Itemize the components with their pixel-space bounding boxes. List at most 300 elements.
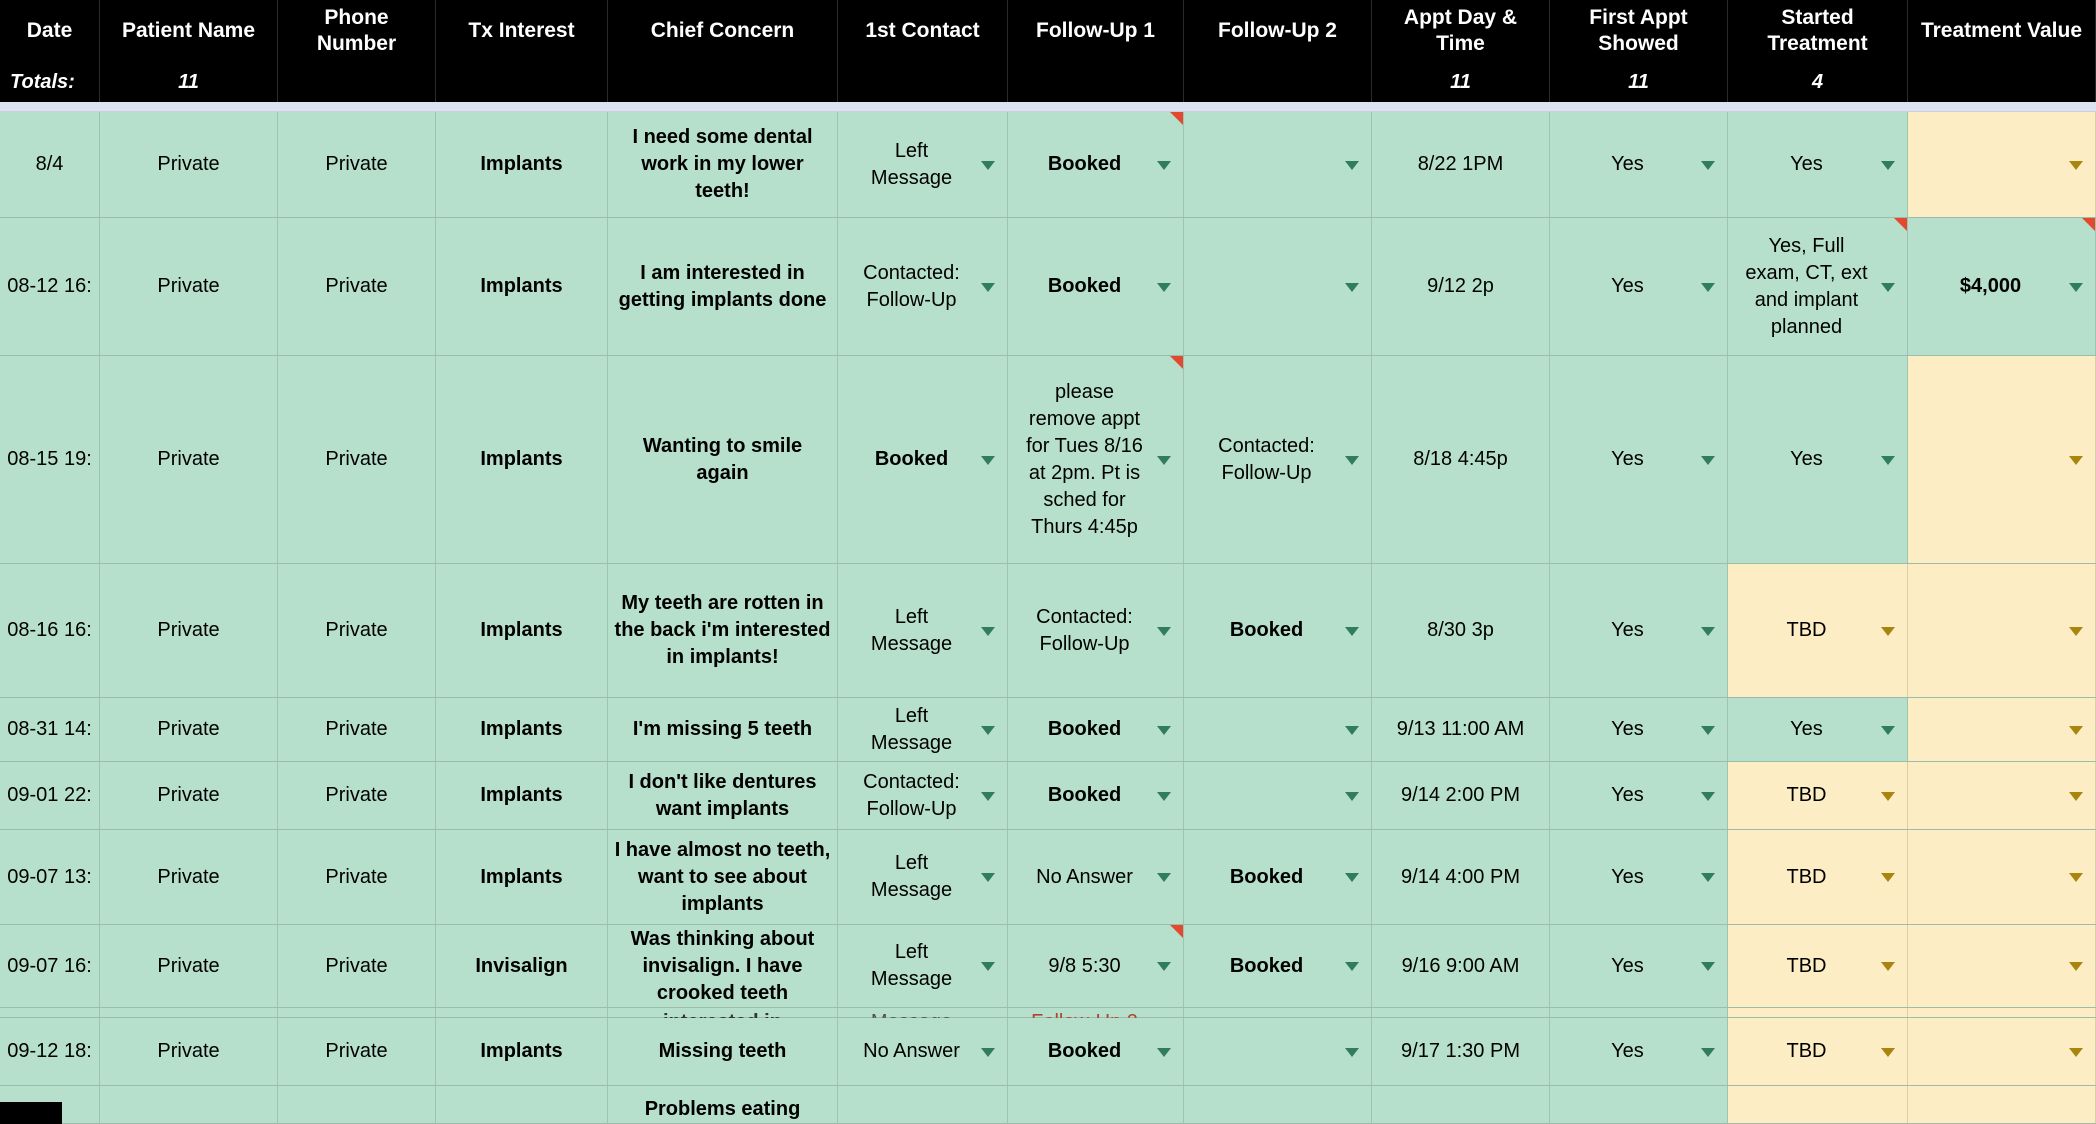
column-header-label: Treatment Value <box>1920 19 2083 42</box>
dropdown-arrow-icon[interactable] <box>2069 1048 2083 1057</box>
cell-first-appt-showed[interactable] <box>1550 925 1728 1007</box>
cell-treatment-value[interactable] <box>1908 1086 2096 1123</box>
cell-text: Private <box>325 448 388 470</box>
cell-chief-concern[interactable] <box>608 762 838 829</box>
cell-appt-day-time[interactable] <box>1372 564 1550 697</box>
cell-first-appt-showed[interactable] <box>1550 698 1728 761</box>
cell-text: Left Message <box>870 852 953 901</box>
cell-tx-interest[interactable] <box>436 925 608 1007</box>
column-header-phone-number[interactable] <box>278 0 436 62</box>
cell-chief-concern[interactable] <box>608 698 838 761</box>
cell-text: Yes <box>1611 784 1644 806</box>
cell-text: 8/30 3p <box>1427 619 1494 641</box>
cell-chief-concern[interactable] <box>608 218 838 355</box>
totals-started-count[interactable] <box>1728 62 1908 102</box>
totals-value: 11 <box>178 70 199 93</box>
dropdown-arrow-icon[interactable] <box>981 792 995 801</box>
totals-showed-count[interactable] <box>1550 62 1728 102</box>
cell-follow-up-1[interactable] <box>1008 925 1184 1007</box>
cell-treatment-value[interactable] <box>1908 1018 2096 1085</box>
cell-tx-interest[interactable] <box>436 112 608 217</box>
cell-text: Yes <box>1790 153 1823 175</box>
cell-tx-interest[interactable] <box>436 1008 608 1017</box>
column-header-label: First Appt Showed <box>1589 6 1688 55</box>
dropdown-arrow-icon[interactable] <box>1881 1048 1895 1057</box>
totals-empty-cell[interactable] <box>838 62 1008 102</box>
cell-1st-contact[interactable] <box>838 1086 1008 1123</box>
cell-tx-interest[interactable] <box>436 762 608 829</box>
dropdown-arrow-icon[interactable] <box>1157 456 1171 465</box>
cell-text: 9/14 2:00 PM <box>1401 784 1520 806</box>
totals-label-cell[interactable] <box>0 62 100 102</box>
cell-date[interactable] <box>0 218 100 355</box>
column-header-label: Tx Interest <box>468 19 575 42</box>
column-header-first-appt-showed[interactable] <box>1550 0 1728 62</box>
cell-patient-name[interactable] <box>100 564 278 697</box>
column-header-label: Chief Concern <box>650 19 795 42</box>
table-row <box>0 698 2096 762</box>
cell-date[interactable] <box>0 762 100 829</box>
cell-text: 8/18 4:45p <box>1413 448 1508 470</box>
cell-appt-day-time[interactable] <box>1372 925 1550 1007</box>
cell-text: Yes <box>1611 954 1644 977</box>
dropdown-arrow-icon[interactable] <box>981 726 995 735</box>
cell-follow-up-2[interactable] <box>1184 1018 1372 1085</box>
cell-text: 8/22 1PM <box>1417 153 1504 175</box>
cell-phone-number[interactable] <box>278 830 436 924</box>
dropdown-arrow-icon[interactable] <box>1345 792 1359 801</box>
cell-phone-number[interactable] <box>278 698 436 761</box>
cell-patient-name[interactable] <box>100 830 278 924</box>
cell-phone-number[interactable] <box>278 1018 436 1085</box>
cell-first-appt-showed[interactable] <box>1550 356 1728 563</box>
cell-phone-number[interactable] <box>278 112 436 217</box>
cell-patient-name[interactable] <box>100 1086 278 1123</box>
dropdown-arrow-icon[interactable] <box>1345 161 1359 170</box>
dropdown-arrow-icon[interactable] <box>1701 161 1715 170</box>
cell-follow-up-2[interactable] <box>1184 830 1372 924</box>
dropdown-arrow-icon[interactable] <box>2069 161 2083 170</box>
cell-text: 09-12 18: <box>7 1040 92 1062</box>
cell-text: I am interested in getting implants done <box>618 261 827 311</box>
dropdown-arrow-icon[interactable] <box>1157 726 1171 735</box>
cell-follow-up-2[interactable] <box>1184 762 1372 829</box>
cell-started-treatment[interactable] <box>1728 1018 1908 1085</box>
dropdown-arrow-icon[interactable] <box>1345 1048 1359 1057</box>
cell-text: TBD <box>1786 954 1827 977</box>
cell-started-treatment[interactable] <box>1728 112 1908 217</box>
column-header-follow-up-2[interactable] <box>1184 0 1372 62</box>
cell-text: Contacted: Follow-Up <box>1218 434 1315 484</box>
column-header-tx-interest[interactable] <box>436 0 608 62</box>
cell-text: TBD <box>1786 784 1827 806</box>
cell-started-treatment[interactable] <box>1728 762 1908 829</box>
dropdown-arrow-icon[interactable] <box>2069 792 2083 801</box>
dropdown-arrow-icon[interactable] <box>981 161 995 170</box>
cell-text: 08-16 16: <box>7 619 92 641</box>
totals-appt-count[interactable] <box>1372 62 1550 102</box>
dropdown-arrow-icon[interactable] <box>2069 726 2083 735</box>
totals-value: 11 <box>1450 70 1471 93</box>
cell-text: Booked <box>1047 153 1122 175</box>
cell-1st-contact[interactable] <box>838 762 1008 829</box>
cell-started-treatment[interactable] <box>1728 1008 1908 1017</box>
cell-appt-day-time[interactable] <box>1372 698 1550 761</box>
cell-text: 9/13 11:00 AM <box>1396 718 1525 740</box>
table-row <box>0 564 2096 698</box>
cell-follow-up-2[interactable] <box>1184 925 1372 1007</box>
cell-text: TBD <box>1786 865 1827 888</box>
totals-empty-cell[interactable] <box>1908 62 2096 102</box>
cell-text: Yes <box>1790 448 1823 470</box>
dropdown-arrow-icon[interactable] <box>1881 792 1895 801</box>
cell-text: Private <box>157 954 220 977</box>
cell-treatment-value[interactable] <box>1908 698 2096 761</box>
note-marker <box>1170 112 1183 125</box>
cell-chief-concern[interactable] <box>608 1086 838 1123</box>
cell-1st-contact[interactable] <box>838 564 1008 697</box>
column-header-label: 1st Contact <box>865 19 980 42</box>
cell-follow-up-1[interactable] <box>1008 1008 1184 1017</box>
cell-text: Problems eating <box>644 1098 801 1120</box>
cell-1st-contact[interactable] <box>838 356 1008 563</box>
cell-chief-concern[interactable] <box>608 1018 838 1085</box>
cell-started-treatment[interactable] <box>1728 1086 1908 1123</box>
dropdown-arrow-icon[interactable] <box>1701 456 1715 465</box>
cell-date[interactable] <box>0 1018 100 1085</box>
cell-first-appt-showed[interactable] <box>1550 1018 1728 1085</box>
cell-treatment-value[interactable] <box>1908 830 2096 924</box>
dropdown-arrow-icon[interactable] <box>981 283 995 292</box>
cell-text: 8/4 <box>35 153 64 175</box>
frozen-row-separator <box>0 102 2096 112</box>
cell-text: TBD <box>1786 619 1827 641</box>
note-marker <box>1170 356 1183 369</box>
dropdown-arrow-icon[interactable] <box>981 873 995 882</box>
cell-text: Yes <box>1611 619 1644 641</box>
dropdown-arrow-icon[interactable] <box>1157 962 1171 971</box>
dropdown-arrow-icon[interactable] <box>1881 456 1895 465</box>
dropdown-arrow-icon[interactable] <box>1345 283 1359 292</box>
totals-empty-cell[interactable] <box>608 62 838 102</box>
column-header-1st-contact[interactable] <box>838 0 1008 62</box>
dropdown-arrow-icon[interactable] <box>1881 283 1895 292</box>
column-header-started-treatment[interactable] <box>1728 0 1908 62</box>
cell-follow-up-1[interactable] <box>1008 1086 1184 1123</box>
totals-empty-cell[interactable] <box>1008 62 1184 102</box>
cell-1st-contact[interactable] <box>838 218 1008 355</box>
table-row <box>0 356 2096 564</box>
cell-text: $4,000 <box>1959 275 2022 297</box>
table-row <box>0 1086 2096 1124</box>
column-header-patient-name[interactable] <box>100 0 278 62</box>
note-marker <box>1170 925 1183 938</box>
cell-follow-up-1[interactable] <box>1008 218 1184 355</box>
cell-treatment-value[interactable] <box>1908 925 2096 1007</box>
cell-follow-up-1[interactable] <box>1008 356 1184 563</box>
column-header-label: Date <box>26 19 73 42</box>
dropdown-arrow-icon[interactable] <box>2069 456 2083 465</box>
cell-tx-interest[interactable] <box>436 1086 608 1123</box>
cell-phone-number[interactable] <box>278 1086 436 1123</box>
cell-1st-contact[interactable] <box>838 1018 1008 1085</box>
dropdown-arrow-icon[interactable] <box>1345 627 1359 636</box>
cell-started-treatment[interactable] <box>1728 356 1908 563</box>
dropdown-arrow-icon[interactable] <box>1157 627 1171 636</box>
cell-text: Private <box>325 718 388 740</box>
cell-phone-number[interactable] <box>278 564 436 697</box>
cell-date[interactable] <box>0 698 100 761</box>
cell-text: 09-01 22: <box>7 784 92 806</box>
cell-tx-interest[interactable] <box>436 564 608 697</box>
totals-value: 11 <box>1628 70 1649 93</box>
column-header-label: Started Treatment <box>1767 6 1868 55</box>
cell-tx-interest[interactable] <box>436 698 608 761</box>
cell-follow-up-2[interactable] <box>1184 356 1372 563</box>
cell-text: Private <box>157 619 220 641</box>
cell-text: I have almost no teeth, want to see about implants <box>614 838 831 915</box>
cell-patient-name[interactable] <box>100 356 278 563</box>
cell-patient-name[interactable] <box>100 762 278 829</box>
cell-phone-number[interactable] <box>278 218 436 355</box>
dropdown-arrow-icon[interactable] <box>981 627 995 636</box>
dropdown-arrow-icon[interactable] <box>1345 726 1359 735</box>
cell-follow-up-2[interactable] <box>1184 1086 1372 1123</box>
cell-started-treatment[interactable] <box>1728 925 1908 1007</box>
dropdown-arrow-icon[interactable] <box>1345 456 1359 465</box>
dropdown-arrow-icon[interactable] <box>1157 873 1171 882</box>
cell-date[interactable] <box>0 112 100 217</box>
totals-empty-cell[interactable] <box>436 62 608 102</box>
dropdown-arrow-icon[interactable] <box>1701 1048 1715 1057</box>
cell-started-treatment[interactable] <box>1728 218 1908 355</box>
dropdown-arrow-icon[interactable] <box>981 456 995 465</box>
table-row <box>0 112 2096 218</box>
cell-chief-concern[interactable] <box>608 1008 838 1017</box>
cell-text: 08-12 16: <box>7 275 92 297</box>
cell-treatment-value[interactable] <box>1908 564 2096 697</box>
cell-text: Private <box>157 784 220 806</box>
dropdown-arrow-icon[interactable] <box>2069 283 2083 292</box>
cell-date[interactable] <box>0 564 100 697</box>
cell-1st-contact[interactable] <box>838 925 1008 1007</box>
cell-text: TBD <box>1786 1040 1827 1062</box>
cell-appt-day-time[interactable] <box>1372 1008 1550 1017</box>
cell-text: Contacted: Follow-Up <box>1036 605 1133 655</box>
cell-text: Private <box>157 865 220 888</box>
cell-chief-concern[interactable] <box>608 830 838 924</box>
cell-started-treatment[interactable] <box>1728 698 1908 761</box>
cell-first-appt-showed[interactable] <box>1550 564 1728 697</box>
cell-text: 9/17 1:30 PM <box>1401 1040 1520 1062</box>
dropdown-arrow-icon[interactable] <box>981 962 995 971</box>
cell-text: Private <box>325 275 388 297</box>
cell-started-treatment[interactable] <box>1728 564 1908 697</box>
cell-tx-interest[interactable] <box>436 356 608 563</box>
cell-text: Implants <box>480 865 563 888</box>
cell-phone-number[interactable] <box>278 762 436 829</box>
cell-text: Left Message <box>870 139 953 189</box>
dropdown-arrow-icon[interactable] <box>1881 726 1895 735</box>
cell-text: Wanting to smile again <box>642 434 803 484</box>
cell-phone-number[interactable] <box>278 1008 436 1017</box>
cell-follow-up-1[interactable] <box>1008 762 1184 829</box>
totals-empty-cell[interactable] <box>278 62 436 102</box>
dropdown-arrow-icon[interactable] <box>1881 873 1895 882</box>
cell-phone-number[interactable] <box>278 925 436 1007</box>
cell-treatment-value[interactable] <box>1908 112 2096 217</box>
cell-appt-day-time[interactable] <box>1372 830 1550 924</box>
cell-first-appt-showed[interactable] <box>1550 1008 1728 1017</box>
column-header-label: Phone Number <box>316 6 397 55</box>
cell-date[interactable] <box>0 925 100 1007</box>
dropdown-arrow-icon[interactable] <box>1157 792 1171 801</box>
cell-treatment-value[interactable] <box>1908 1008 2096 1017</box>
cell-follow-up-2[interactable] <box>1184 218 1372 355</box>
cell-text: Left Message <box>870 704 953 754</box>
cell-first-appt-showed[interactable] <box>1550 218 1728 355</box>
cell-follow-up-2[interactable] <box>1184 698 1372 761</box>
next-section-header-fragment <box>0 1102 62 1124</box>
dropdown-arrow-icon[interactable] <box>1881 962 1895 971</box>
cell-appt-day-time[interactable] <box>1372 218 1550 355</box>
column-header-chief-concern[interactable] <box>608 0 838 62</box>
cell-date[interactable] <box>0 1008 100 1017</box>
cell-first-appt-showed[interactable] <box>1550 112 1728 217</box>
cell-1st-contact[interactable] <box>838 830 1008 924</box>
dropdown-arrow-icon[interactable] <box>1881 627 1895 636</box>
cell-follow-up-2[interactable] <box>1184 112 1372 217</box>
cell-tx-interest[interactable] <box>436 218 608 355</box>
cell-text: Private <box>157 153 220 175</box>
table-row <box>0 925 2096 1008</box>
cell-treatment-value[interactable] <box>1908 356 2096 563</box>
cell-text: Booked <box>1229 619 1304 641</box>
dropdown-arrow-icon[interactable] <box>1345 873 1359 882</box>
cell-text: Booked <box>1229 954 1304 977</box>
cell-first-appt-showed[interactable] <box>1550 762 1728 829</box>
cell-patient-name[interactable] <box>100 218 278 355</box>
column-header-follow-up-1[interactable] <box>1008 0 1184 62</box>
cell-appt-day-time[interactable] <box>1372 1018 1550 1085</box>
cell-follow-up-1[interactable] <box>1008 564 1184 697</box>
column-header-treatment-value[interactable] <box>1908 0 2096 62</box>
cell-1st-contact[interactable] <box>838 112 1008 217</box>
cell-text: I need some dental work in my lower teeth! <box>632 126 813 202</box>
cell-text: Private <box>325 1040 388 1062</box>
dropdown-arrow-icon[interactable] <box>1701 792 1715 801</box>
cell-text: 08-15 19: <box>7 448 92 470</box>
cell-follow-up-1[interactable] <box>1008 112 1184 217</box>
cell-text: My teeth are rotten in the back i'm interested in implants! <box>614 592 831 668</box>
cell-patient-name[interactable] <box>100 1008 278 1017</box>
table-row <box>0 830 2096 925</box>
cell-text: Left Message <box>870 605 953 655</box>
totals-patient-count[interactable] <box>100 62 278 102</box>
cell-1st-contact[interactable] <box>838 1008 1008 1017</box>
cell-appt-day-time[interactable] <box>1372 762 1550 829</box>
column-header-appt-day-time[interactable] <box>1372 0 1550 62</box>
dropdown-arrow-icon[interactable] <box>1157 1048 1171 1057</box>
cell-treatment-value[interactable] <box>1908 762 2096 829</box>
cell-1st-contact[interactable] <box>838 698 1008 761</box>
cell-text: Implants <box>480 1040 563 1062</box>
dropdown-arrow-icon[interactable] <box>1701 726 1715 735</box>
cell-appt-day-time[interactable] <box>1372 112 1550 217</box>
dropdown-arrow-icon[interactable] <box>1701 627 1715 636</box>
column-header-date[interactable] <box>0 0 100 62</box>
cell-follow-up-1[interactable] <box>1008 830 1184 924</box>
cell-patient-name[interactable] <box>100 1018 278 1085</box>
cell-text: No Answer <box>863 1040 960 1062</box>
cell-appt-day-time[interactable] <box>1372 356 1550 563</box>
cell-chief-concern[interactable] <box>608 356 838 563</box>
cell-tx-interest[interactable] <box>436 830 608 924</box>
cell-first-appt-showed[interactable] <box>1550 830 1728 924</box>
dropdown-arrow-icon[interactable] <box>2069 873 2083 882</box>
cell-patient-name[interactable] <box>100 112 278 217</box>
cell-text: No Answer <box>1036 865 1133 888</box>
cell-follow-up-2[interactable] <box>1184 564 1372 697</box>
cell-text: 9/16 9:00 AM <box>1401 954 1520 977</box>
table-row <box>0 218 2096 356</box>
dropdown-arrow-icon[interactable] <box>1701 873 1715 882</box>
dropdown-arrow-icon[interactable] <box>1345 962 1359 971</box>
dropdown-arrow-icon[interactable] <box>2069 962 2083 971</box>
note-marker <box>1894 218 1907 231</box>
cell-text: 08-31 14: <box>7 718 92 740</box>
dropdown-arrow-icon[interactable] <box>1157 283 1171 292</box>
cell-chief-concern[interactable] <box>608 564 838 697</box>
cell-text: Missing teeth <box>658 1040 787 1062</box>
cell-text: Private <box>157 718 220 740</box>
cell-phone-number[interactable] <box>278 356 436 563</box>
cell-text: Private <box>325 784 388 806</box>
cell-patient-name[interactable] <box>100 925 278 1007</box>
cell-text: Yes <box>1611 448 1644 470</box>
cell-text: Booked <box>1047 275 1122 297</box>
cell-text: Private <box>325 865 388 888</box>
cell-patient-name[interactable] <box>100 698 278 761</box>
cell-date[interactable] <box>0 830 100 924</box>
cell-chief-concern[interactable] <box>608 112 838 217</box>
cell-text: I'm missing 5 teeth <box>632 718 813 740</box>
cell-text: Implants <box>480 153 563 175</box>
dropdown-arrow-icon[interactable] <box>1701 962 1715 971</box>
cell-appt-day-time[interactable] <box>1372 1086 1550 1123</box>
dropdown-arrow-icon[interactable] <box>2069 627 2083 636</box>
cell-tx-interest[interactable] <box>436 1018 608 1085</box>
cell-follow-up-1[interactable] <box>1008 698 1184 761</box>
dropdown-arrow-icon[interactable] <box>1701 283 1715 292</box>
cell-date[interactable] <box>0 356 100 563</box>
column-header-label: Appt Day & Time <box>1403 6 1518 55</box>
cell-chief-concern[interactable] <box>608 925 838 1007</box>
dropdown-arrow-icon[interactable] <box>1157 161 1171 170</box>
totals-empty-cell[interactable] <box>1184 62 1372 102</box>
cell-text: Private <box>325 954 388 977</box>
cell-follow-up-2[interactable] <box>1184 1008 1372 1017</box>
cell-first-appt-showed[interactable] <box>1550 1086 1728 1123</box>
cell-treatment-value[interactable] <box>1908 218 2096 355</box>
cell-text: Invisalign <box>475 954 568 977</box>
cell-started-treatment[interactable] <box>1728 830 1908 924</box>
dropdown-arrow-icon[interactable] <box>1881 161 1895 170</box>
dropdown-arrow-icon[interactable] <box>981 1048 995 1057</box>
cell-text: Booked <box>874 448 949 470</box>
column-header-label: Follow-Up 2 <box>1218 19 1337 42</box>
cell-follow-up-1[interactable] <box>1008 1018 1184 1085</box>
